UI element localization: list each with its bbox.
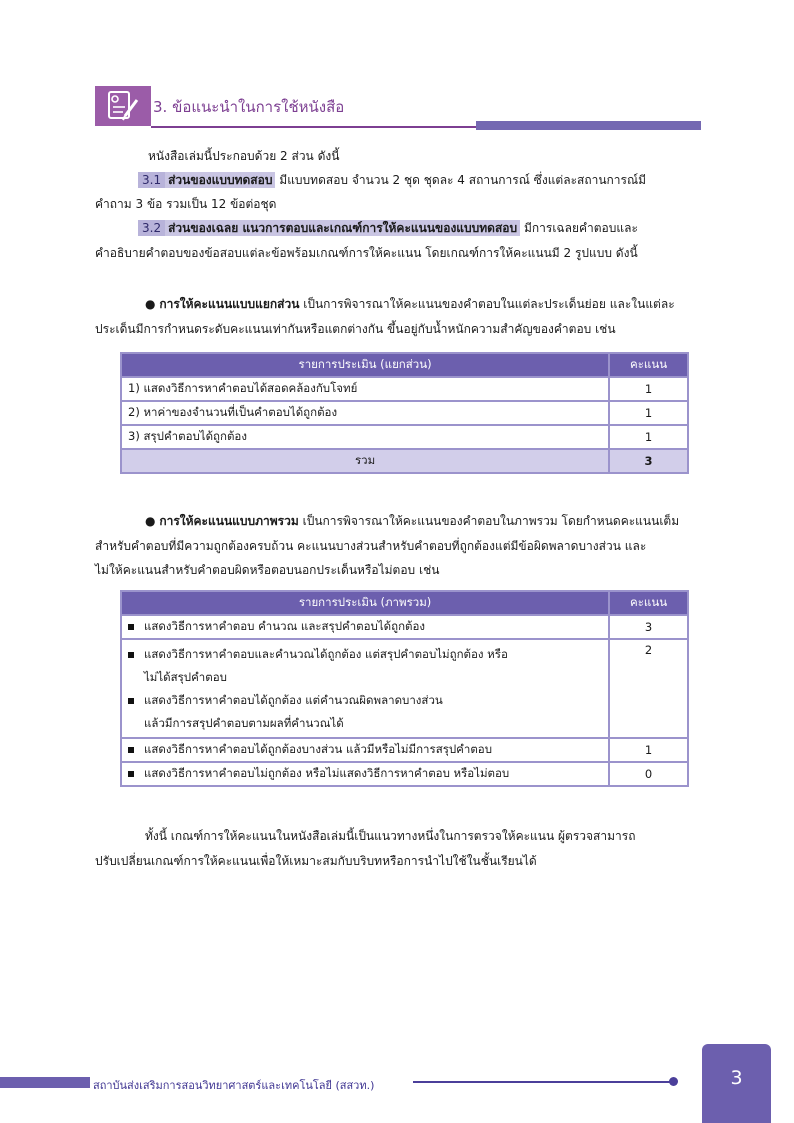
- row-text: แสดงวิธีการหาคำตอบได้ถูกต้อง แต่คำนวณผิดพลาดบางส่วน: [144, 693, 443, 707]
- footer-organization: สถาบันส่งเสริมการสอนวิทยาศาสตร์และเทคโนโลยี (สสวท.): [93, 1079, 375, 1092]
- square-bullet-icon: [128, 771, 134, 777]
- table-cell-score: 1: [609, 401, 688, 425]
- holistic-table: [120, 590, 689, 787]
- table-cell-item: 3) สรุปคำตอบได้ถูกต้อง: [121, 425, 609, 449]
- analytic-label: การให้คะแนนแบบแยกส่วน: [159, 297, 300, 311]
- table-row: [121, 639, 688, 738]
- intro-text: หนังสือเล่มนี้ประกอบด้วย 2 ส่วน ดังนี้: [148, 149, 340, 163]
- table-cell-item: [121, 615, 609, 639]
- header-icon-box: [95, 86, 151, 126]
- table-total-label: รวม: [121, 449, 609, 473]
- section1-line2: คำถาม 3 ข้อ รวมเป็น 12 ข้อต่อชุด: [95, 197, 277, 211]
- row-text: แสดงวิธีการหาคำตอบและคำนวณได้ถูกต้อง แต่สรุปคำตอบไม่ถูกต้อง หรือ: [144, 647, 508, 661]
- table-row: [121, 615, 688, 639]
- table-cell-score: 3: [609, 615, 688, 639]
- table-cell-item: [121, 738, 609, 762]
- table-cell-score: 2: [609, 639, 688, 738]
- row-text: แสดงวิธีการหาคำตอบ คำนวณ และสรุปคำตอบได้ถูกต้อง: [144, 619, 426, 633]
- holistic-line2: สำหรับคำตอบที่มีความถูกต้องครบถ้วน คะแนนบางส่วนสำหรับคำตอบที่ถูกต้องแต่มีข้อผิดพลาดบางส่วน และ: [95, 539, 647, 553]
- square-bullet-icon: [128, 698, 134, 704]
- row-text: ไม่ได้สรุปคำตอบ: [144, 670, 227, 684]
- holistic-text-a: เป็นการพิจารณาให้คะแนนของคำตอบในภาพรวม โดยกำหนดคะแนนเต็ม: [302, 514, 680, 528]
- table-header-item: รายการประเมิน (ภาพรวม): [121, 591, 609, 615]
- footer-accent-bar: [0, 1077, 90, 1088]
- closing-line2: ปรับเปลี่ยนเกณฑ์การให้คะแนนเพื่อให้เหมาะสมกับบริบทหรือการนำไปใช้ในชั้นเรียนได้: [95, 854, 537, 868]
- table-cell-score: 1: [609, 425, 688, 449]
- table-cell-score: 0: [609, 762, 688, 786]
- analytic-line1: [145, 296, 675, 312]
- table-header-item: รายการประเมิน (แยกส่วน): [121, 353, 609, 377]
- table-header-score: คะแนน: [609, 353, 688, 377]
- section2-line1: [138, 220, 638, 236]
- table-row: [121, 762, 688, 786]
- row-text: แล้วมีการสรุปคำตอบตามผลที่คำนวณได้: [144, 716, 344, 730]
- section1-label: ส่วนของแบบทดสอบ: [165, 172, 275, 188]
- section2-label: ส่วนของเฉลย แนวการตอบและเกณฑ์การให้คะแนนของแบบทดสอบ: [165, 220, 520, 236]
- section2-number: 3.2: [138, 220, 165, 236]
- table-total-score: 3: [609, 449, 688, 473]
- header-accent-bar: [476, 121, 701, 130]
- table-cell-score: 1: [609, 377, 688, 401]
- analytic-table: [120, 352, 689, 474]
- page-number: 3: [702, 1044, 771, 1123]
- closing-line1: ทั้งนี้ เกณฑ์การให้คะแนนในหนังสือเล่มนี้เป็นแนวทางหนึ่งในการตรวจให้คะแนน ผู้ตรวจสามารถ: [145, 829, 636, 843]
- section2-line2: คำอธิบายคำตอบของข้อสอบแต่ละข้อพร้อมเกณฑ์การให้คะแนน โดยเกณฑ์การให้คะแนนมี 2 รูปแบบ ดังนี้: [95, 246, 638, 260]
- table-cell-item: 2) หาค่าของจำนวนที่เป็นคำตอบได้ถูกต้อง: [121, 401, 609, 425]
- section1-text-a: มีแบบทดสอบ จำนวน 2 ชุด ชุดละ 4 สถานการณ์ ซึ่งแต่ละสถานการณ์มี: [279, 173, 647, 187]
- holistic-label: การให้คะแนนแบบภาพรวม: [159, 514, 299, 528]
- footer-dot: [669, 1077, 678, 1086]
- table-header-row: [121, 591, 688, 615]
- analytic-text-a: เป็นการพิจารณาให้คะแนนของคำตอบในแต่ละประเด็นย่อย และในแต่ละ: [303, 297, 675, 311]
- section1-number: 3.1: [138, 172, 165, 188]
- holistic-line3: ไม่ให้คะแนนสำหรับคำตอบผิดหรือตอบนอกประเด็นหรือไม่ตอบ เช่น: [95, 563, 440, 577]
- section-title: 3. ข้อแนะนำในการใช้หนังสือ: [153, 98, 345, 116]
- table-cell-score: 1: [609, 738, 688, 762]
- section1-line1: [138, 172, 646, 188]
- table-cell-item: 1) แสดงวิธีการหาคำตอบได้สอดคล้องกับโจทย์: [121, 377, 609, 401]
- table-row: [121, 738, 688, 762]
- table-cell-item: [121, 762, 609, 786]
- section2-text-a: มีการเฉลยคำตอบและ: [523, 221, 638, 235]
- square-bullet-icon: [128, 652, 134, 658]
- table-cell-item: [121, 639, 609, 738]
- analytic-line2: ประเด็นมีการกำหนดระดับคะแนนเท่ากันหรือแตกต่างกัน ขึ้นอยู่กับน้ำหนักความสำคัญของคำตอบ เช่น: [95, 322, 616, 336]
- row-text: แสดงวิธีการหาคำตอบไม่ถูกต้อง หรือไม่แสดงวิธีการหาคำตอบ หรือไม่ตอบ: [144, 766, 510, 780]
- table-row: [121, 401, 688, 425]
- table-header-score: คะแนน: [609, 591, 688, 615]
- table-header-row: [121, 353, 688, 377]
- document-edit-icon: [95, 86, 151, 126]
- holistic-line1: [145, 513, 679, 529]
- bullet-icon: ●: [145, 514, 156, 528]
- footer-line: [413, 1081, 673, 1083]
- bullet-icon: ●: [145, 297, 156, 311]
- table-total-row: [121, 449, 688, 473]
- row-text: แสดงวิธีการหาคำตอบได้ถูกต้องบางส่วน แล้วมีหรือไม่มีการสรุปคำตอบ: [144, 742, 493, 756]
- square-bullet-icon: [128, 747, 134, 753]
- square-bullet-icon: [128, 624, 134, 630]
- table-row: [121, 425, 688, 449]
- table-row: [121, 377, 688, 401]
